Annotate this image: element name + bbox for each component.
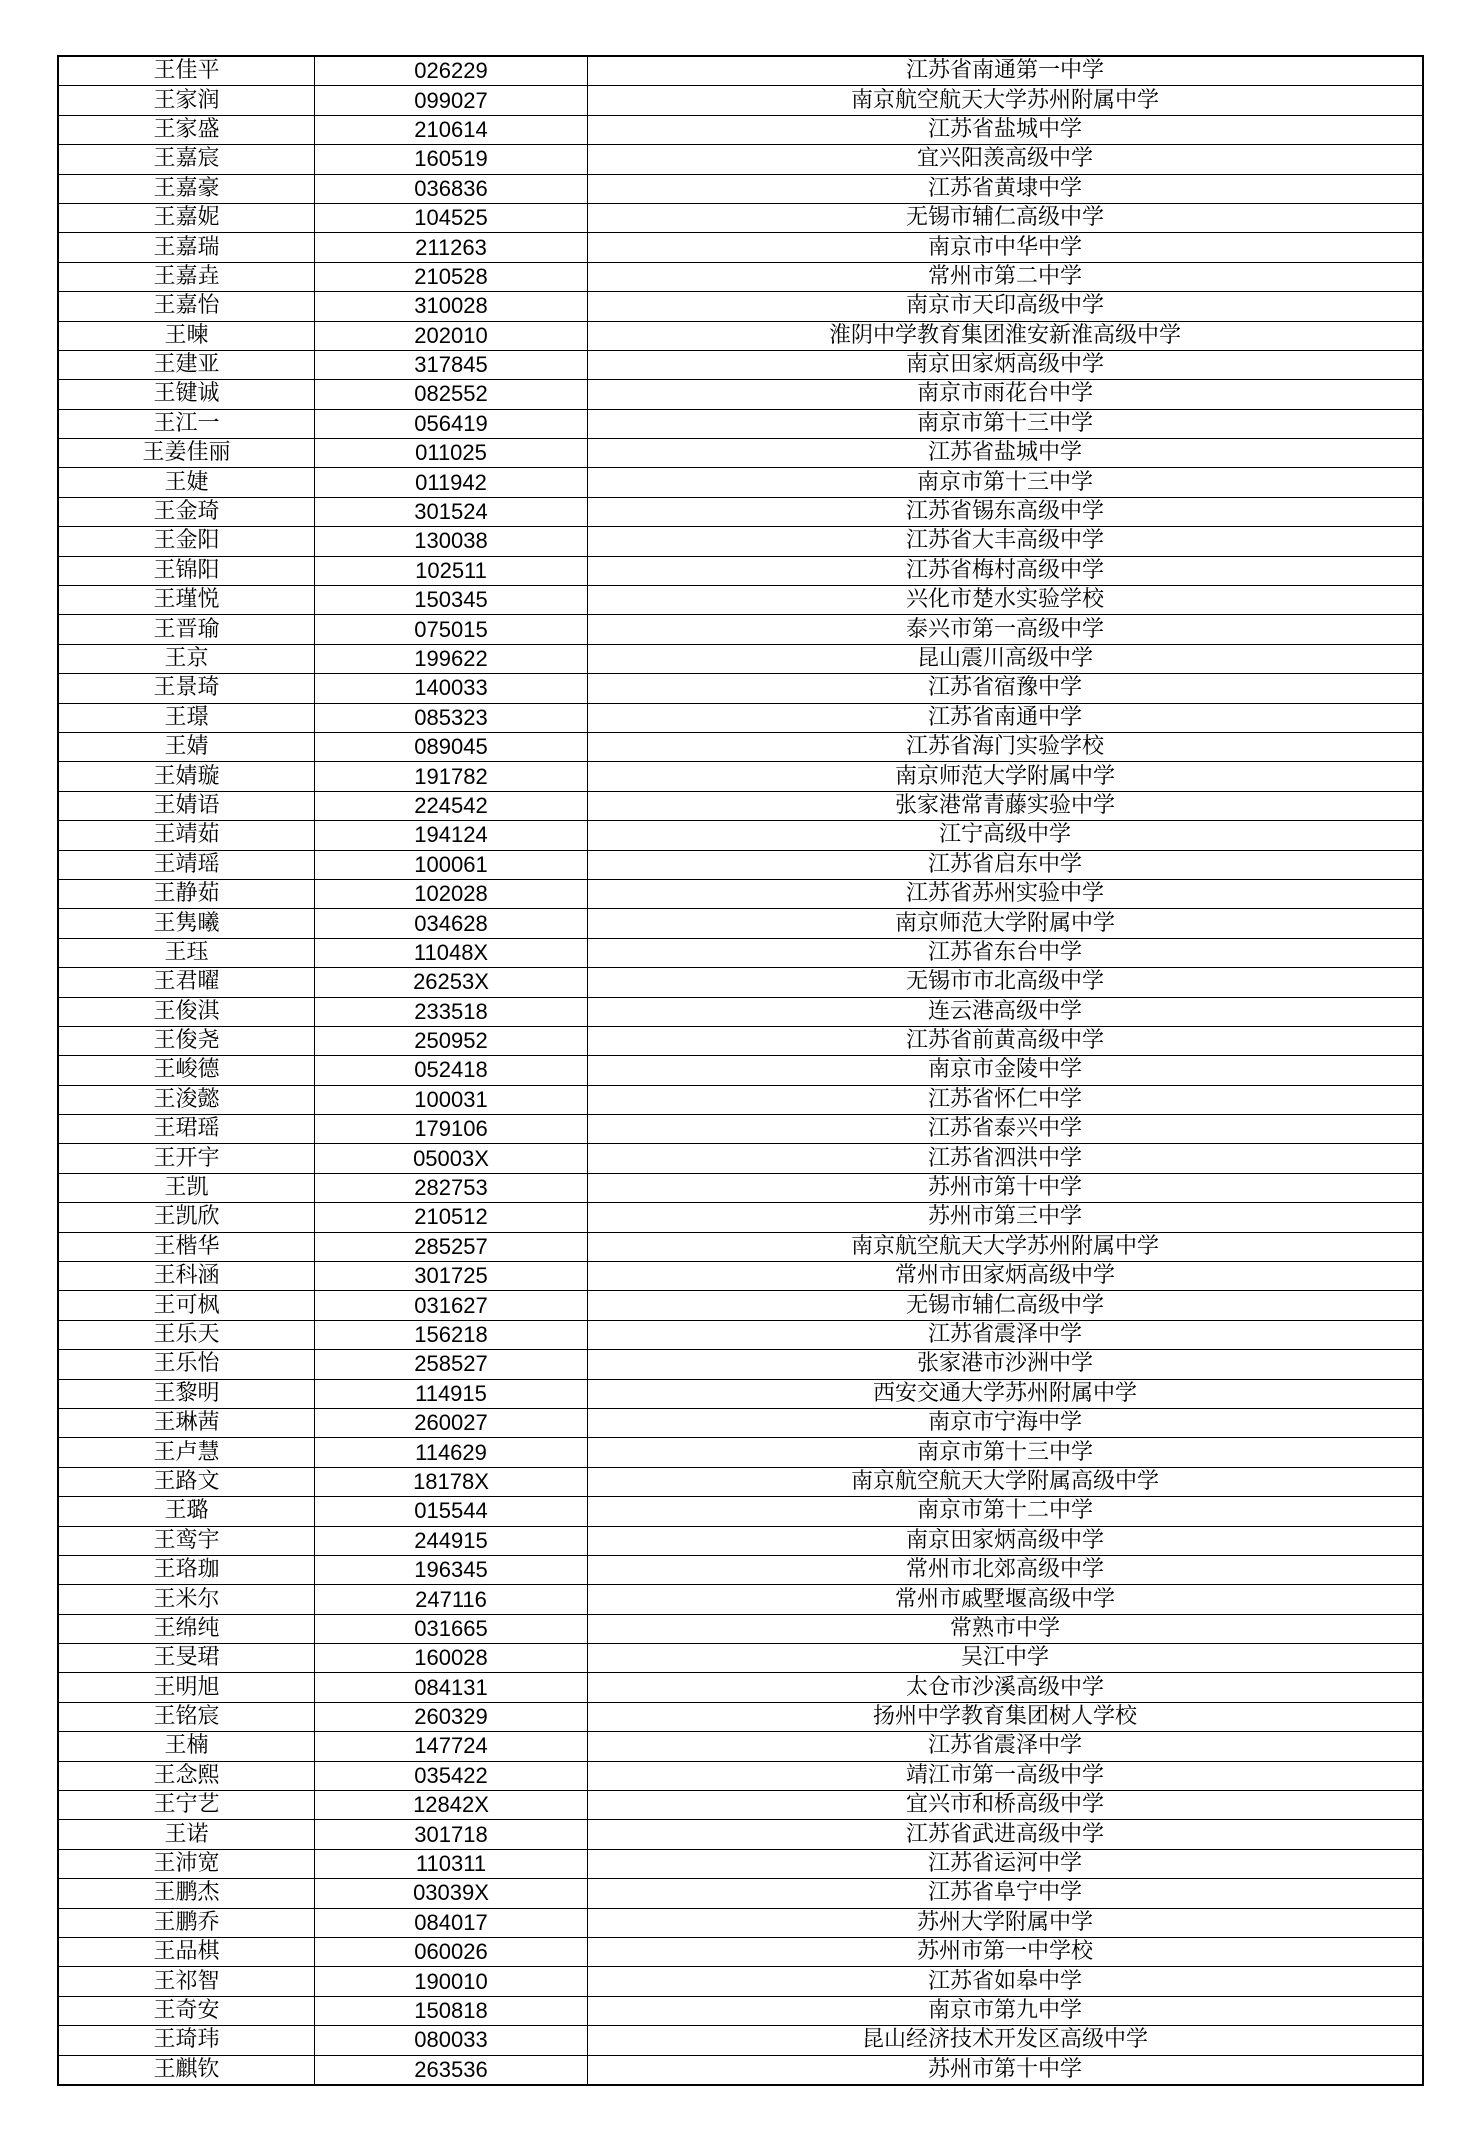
student-id-cell: 011942: [315, 468, 588, 497]
student-name-cell: 王嘉宸: [58, 145, 315, 174]
student-id-cell: 263536: [315, 2055, 588, 2085]
table-row: [58, 1791, 1423, 1820]
school-name-cell: 江苏省武进高级中学: [588, 1820, 1424, 1849]
school-name-cell: 南京市雨花台中学: [588, 380, 1424, 409]
school-name-cell: 江苏省宿豫中学: [588, 674, 1424, 703]
student-id-cell: 130038: [315, 527, 588, 556]
student-id-cell: 301524: [315, 497, 588, 526]
student-name-cell: 王峻德: [58, 1056, 315, 1085]
table-row: [58, 1232, 1423, 1261]
student-id-cell: 301725: [315, 1262, 588, 1291]
student-id-cell: 102511: [315, 556, 588, 585]
student-id-cell: 035422: [315, 1761, 588, 1790]
table-row: [58, 1408, 1423, 1437]
table-row: [58, 762, 1423, 791]
school-name-cell: 江苏省海门实验学校: [588, 732, 1424, 761]
student-id-cell: 285257: [315, 1232, 588, 1261]
student-table: [57, 55, 1424, 2086]
table-row: [58, 1467, 1423, 1496]
school-name-cell: 苏州市第三中学: [588, 1203, 1424, 1232]
student-name-cell: 王暕: [58, 321, 315, 350]
student-name-cell: 王嘉垚: [58, 262, 315, 291]
school-name-cell: 南京市宁海中学: [588, 1408, 1424, 1437]
student-id-cell: 084017: [315, 1908, 588, 1937]
student-id-cell: 260329: [315, 1702, 588, 1731]
student-id-cell: 258527: [315, 1350, 588, 1379]
student-name-cell: 王静茹: [58, 879, 315, 908]
table-row: [58, 1438, 1423, 1467]
student-id-cell: 147724: [315, 1732, 588, 1761]
student-id-cell: 084131: [315, 1673, 588, 1702]
table-row: [58, 997, 1423, 1026]
table-row: [58, 1026, 1423, 1055]
student-name-cell: 王开宇: [58, 1144, 315, 1173]
table-row: [58, 586, 1423, 615]
student-name-cell: 王嘉瑞: [58, 233, 315, 262]
table-row: [58, 497, 1423, 526]
student-id-cell: 100061: [315, 850, 588, 879]
school-name-cell: 苏州市第一中学校: [588, 1938, 1424, 1967]
school-name-cell: 南京航空航天大学附属高级中学: [588, 1467, 1424, 1496]
table-row: [58, 292, 1423, 321]
table-row: [58, 968, 1423, 997]
student-id-cell: 250952: [315, 1026, 588, 1055]
student-name-cell: 王婧语: [58, 791, 315, 820]
table-row: [58, 1379, 1423, 1408]
table-row: [58, 145, 1423, 174]
student-id-cell: 150818: [315, 1996, 588, 2025]
school-name-cell: 泰兴市第一高级中学: [588, 615, 1424, 644]
table-row: [58, 1056, 1423, 1085]
school-name-cell: 连云港高级中学: [588, 997, 1424, 1026]
student-name-cell: 王鸾宇: [58, 1526, 315, 1555]
student-name-cell: 王景琦: [58, 674, 315, 703]
student-id-cell: 089045: [315, 732, 588, 761]
student-id-cell: 015544: [315, 1497, 588, 1526]
student-id-cell: 05003X: [315, 1144, 588, 1173]
student-name-cell: 王锦阳: [58, 556, 315, 585]
table-row: [58, 1967, 1423, 1996]
student-name-cell: 王诺: [58, 1820, 315, 1849]
table-row: [58, 468, 1423, 497]
school-name-cell: 张家港市沙洲中学: [588, 1350, 1424, 1379]
student-id-cell: 196345: [315, 1555, 588, 1584]
student-name-cell: 王凯: [58, 1173, 315, 1202]
student-id-cell: 104525: [315, 203, 588, 232]
school-name-cell: 宜兴阳羡高级中学: [588, 145, 1424, 174]
student-name-cell: 王鹏乔: [58, 1908, 315, 1937]
school-name-cell: 南京田家炳高级中学: [588, 350, 1424, 379]
student-name-cell: 王婕: [58, 468, 315, 497]
school-name-cell: 江苏省盐城中学: [588, 439, 1424, 468]
student-id-cell: 026229: [315, 56, 588, 86]
student-id-cell: 210528: [315, 262, 588, 291]
school-name-cell: 南京航空航天大学苏州附属中学: [588, 86, 1424, 115]
school-name-cell: 江苏省震泽中学: [588, 1732, 1424, 1761]
table-row: [58, 1614, 1423, 1643]
student-id-cell: 036836: [315, 174, 588, 203]
school-name-cell: 江苏省启东中学: [588, 850, 1424, 879]
student-name-cell: 王婧: [58, 732, 315, 761]
school-name-cell: 南京市金陵中学: [588, 1056, 1424, 1085]
table-row: [58, 1262, 1423, 1291]
table-row: [58, 527, 1423, 556]
table-row: [58, 350, 1423, 379]
student-id-cell: 060026: [315, 1938, 588, 1967]
school-name-cell: 江苏省如皋中学: [588, 1967, 1424, 1996]
student-name-cell: 王家盛: [58, 115, 315, 144]
student-id-cell: 310028: [315, 292, 588, 321]
school-name-cell: 张家港常青藤实验中学: [588, 791, 1424, 820]
school-name-cell: 江苏省泗洪中学: [588, 1144, 1424, 1173]
student-id-cell: 282753: [315, 1173, 588, 1202]
student-name-cell: 王婧璇: [58, 762, 315, 791]
table-row: [58, 644, 1423, 673]
school-name-cell: 太仓市沙溪高级中学: [588, 1673, 1424, 1702]
school-name-cell: 江苏省泰兴中学: [588, 1115, 1424, 1144]
student-id-cell: 080033: [315, 2026, 588, 2055]
table-row: [58, 1291, 1423, 1320]
table-row: [58, 1585, 1423, 1614]
student-name-cell: 王麒钦: [58, 2055, 315, 2085]
school-name-cell: 常州市戚墅堰高级中学: [588, 1585, 1424, 1614]
school-name-cell: 西安交通大学苏州附属中学: [588, 1379, 1424, 1408]
student-name-cell: 王俊尧: [58, 1026, 315, 1055]
student-id-cell: 110311: [315, 1849, 588, 1878]
student-name-cell: 王米尔: [58, 1585, 315, 1614]
student-name-cell: 王京: [58, 644, 315, 673]
student-id-cell: 085323: [315, 703, 588, 732]
student-id-cell: 140033: [315, 674, 588, 703]
student-name-cell: 王璟: [58, 703, 315, 732]
student-name-cell: 王绵纯: [58, 1614, 315, 1643]
table-row: [58, 1350, 1423, 1379]
table-row: [58, 1115, 1423, 1144]
table-row: [58, 1203, 1423, 1232]
student-name-cell: 王嘉豪: [58, 174, 315, 203]
school-name-cell: 苏州大学附属中学: [588, 1908, 1424, 1937]
school-name-cell: 江宁高级中学: [588, 821, 1424, 850]
student-name-cell: 王珏: [58, 938, 315, 967]
student-name-cell: 王浚懿: [58, 1085, 315, 1114]
student-name-cell: 王卢慧: [58, 1438, 315, 1467]
student-id-cell: 156218: [315, 1320, 588, 1349]
student-name-cell: 王品棋: [58, 1938, 315, 1967]
school-name-cell: 江苏省盐城中学: [588, 115, 1424, 144]
student-name-cell: 王隽曦: [58, 909, 315, 938]
school-name-cell: 南京市天印高级中学: [588, 292, 1424, 321]
student-name-cell: 王铭宸: [58, 1702, 315, 1731]
table-row: [58, 791, 1423, 820]
student-name-cell: 王黎明: [58, 1379, 315, 1408]
table-row: [58, 115, 1423, 144]
school-name-cell: 常熟市中学: [588, 1614, 1424, 1643]
table-row: [58, 1702, 1423, 1731]
student-name-cell: 王嘉妮: [58, 203, 315, 232]
student-id-cell: 224542: [315, 791, 588, 820]
table-row: [58, 615, 1423, 644]
table-row: [58, 203, 1423, 232]
table-row: [58, 703, 1423, 732]
student-name-cell: 王旻珺: [58, 1644, 315, 1673]
student-name-cell: 王鹏杰: [58, 1879, 315, 1908]
table-row: [58, 1555, 1423, 1584]
student-name-cell: 王姜佳丽: [58, 439, 315, 468]
student-id-cell: 190010: [315, 1967, 588, 1996]
student-name-cell: 王靖茹: [58, 821, 315, 850]
student-name-cell: 王楷华: [58, 1232, 315, 1261]
table-row: [58, 850, 1423, 879]
student-name-cell: 王路文: [58, 1467, 315, 1496]
school-name-cell: 江苏省运河中学: [588, 1849, 1424, 1878]
student-id-cell: 199622: [315, 644, 588, 673]
table-row: [58, 2055, 1423, 2085]
table-row: [58, 938, 1423, 967]
table-row: [58, 262, 1423, 291]
student-name-cell: 王楠: [58, 1732, 315, 1761]
student-name-cell: 王可枫: [58, 1291, 315, 1320]
student-id-cell: 260027: [315, 1408, 588, 1437]
student-id-cell: 233518: [315, 997, 588, 1026]
school-name-cell: 江苏省苏州实验中学: [588, 879, 1424, 908]
school-name-cell: 南京市第十三中学: [588, 468, 1424, 497]
table-row: [58, 1173, 1423, 1202]
student-name-cell: 王琳茜: [58, 1408, 315, 1437]
table-row: [58, 879, 1423, 908]
school-name-cell: 江苏省怀仁中学: [588, 1085, 1424, 1114]
student-name-cell: 王俊淇: [58, 997, 315, 1026]
school-name-cell: 南京市第十三中学: [588, 1438, 1424, 1467]
student-name-cell: 王珺瑶: [58, 1115, 315, 1144]
school-name-cell: 常州市北郊高级中学: [588, 1555, 1424, 1584]
student-id-cell: 194124: [315, 821, 588, 850]
table-row: [58, 2026, 1423, 2055]
school-name-cell: 江苏省大丰高级中学: [588, 527, 1424, 556]
school-name-cell: 吴江中学: [588, 1644, 1424, 1673]
student-name-cell: 王琦玮: [58, 2026, 315, 2055]
table-row: [58, 233, 1423, 262]
student-name-cell: 王金阳: [58, 527, 315, 556]
student-id-cell: 317845: [315, 350, 588, 379]
student-name-cell: 王乐怡: [58, 1350, 315, 1379]
table-row: [58, 380, 1423, 409]
student-id-cell: 191782: [315, 762, 588, 791]
table-row: [58, 56, 1423, 86]
student-id-cell: 26253X: [315, 968, 588, 997]
table-row: [58, 1144, 1423, 1173]
student-name-cell: 王奇安: [58, 1996, 315, 2025]
school-name-cell: 南京师范大学附属中学: [588, 762, 1424, 791]
table-row: [58, 1996, 1423, 2025]
student-name-cell: 王嘉怡: [58, 292, 315, 321]
table-row: [58, 1938, 1423, 1967]
school-name-cell: 南京市第九中学: [588, 1996, 1424, 2025]
school-name-cell: 南京市第十二中学: [588, 1497, 1424, 1526]
school-name-cell: 江苏省南通第一中学: [588, 56, 1424, 86]
table-row: [58, 1761, 1423, 1790]
school-name-cell: 南京田家炳高级中学: [588, 1526, 1424, 1555]
table-row: [58, 1849, 1423, 1878]
table-row: [58, 1497, 1423, 1526]
school-name-cell: 昆山经济技术开发区高级中学: [588, 2026, 1424, 2055]
student-id-cell: 056419: [315, 409, 588, 438]
school-name-cell: 淮阴中学教育集团淮安新淮高级中学: [588, 321, 1424, 350]
student-id-cell: 12842X: [315, 1791, 588, 1820]
school-name-cell: 江苏省南通中学: [588, 703, 1424, 732]
student-name-cell: 王宁艺: [58, 1791, 315, 1820]
school-name-cell: 江苏省黄埭中学: [588, 174, 1424, 203]
school-name-cell: 苏州市第十中学: [588, 2055, 1424, 2085]
table-row: [58, 439, 1423, 468]
student-name-cell: 王建亚: [58, 350, 315, 379]
student-id-cell: 160519: [315, 145, 588, 174]
table-row: [58, 1908, 1423, 1937]
school-name-cell: 苏州市第十中学: [588, 1173, 1424, 1202]
student-id-cell: 211263: [315, 233, 588, 262]
school-name-cell: 南京市中华中学: [588, 233, 1424, 262]
student-id-cell: 247116: [315, 1585, 588, 1614]
student-id-cell: 075015: [315, 615, 588, 644]
student-id-cell: 301718: [315, 1820, 588, 1849]
school-name-cell: 宜兴市和桥高级中学: [588, 1791, 1424, 1820]
school-name-cell: 江苏省前黄高级中学: [588, 1026, 1424, 1055]
student-id-cell: 244915: [315, 1526, 588, 1555]
student-name-cell: 王键诚: [58, 380, 315, 409]
school-name-cell: 江苏省阜宁中学: [588, 1879, 1424, 1908]
student-name-cell: 王念熙: [58, 1761, 315, 1790]
student-id-cell: 18178X: [315, 1467, 588, 1496]
school-name-cell: 江苏省梅村高级中学: [588, 556, 1424, 585]
student-id-cell: 031665: [315, 1614, 588, 1643]
student-id-cell: 099027: [315, 86, 588, 115]
student-id-cell: 082552: [315, 380, 588, 409]
student-name-cell: 王晋瑜: [58, 615, 315, 644]
school-name-cell: 南京师范大学附属中学: [588, 909, 1424, 938]
student-name-cell: 王凯欣: [58, 1203, 315, 1232]
student-name-cell: 王瑾悦: [58, 586, 315, 615]
student-id-cell: 011025: [315, 439, 588, 468]
school-name-cell: 扬州中学教育集团树人学校: [588, 1702, 1424, 1731]
school-name-cell: 南京市第十三中学: [588, 409, 1424, 438]
school-name-cell: 靖江市第一高级中学: [588, 1761, 1424, 1790]
school-name-cell: 江苏省锡东高级中学: [588, 497, 1424, 526]
table-row: [58, 1085, 1423, 1114]
student-name-cell: 王珞珈: [58, 1555, 315, 1584]
school-name-cell: 南京航空航天大学苏州附属中学: [588, 1232, 1424, 1261]
table-row: [58, 1320, 1423, 1349]
student-id-cell: 034628: [315, 909, 588, 938]
student-id-cell: 052418: [315, 1056, 588, 1085]
table-row: [58, 821, 1423, 850]
student-name-cell: 王祁智: [58, 1967, 315, 1996]
table-row: [58, 86, 1423, 115]
student-name-cell: 王科涵: [58, 1262, 315, 1291]
student-name-cell: 王沛宽: [58, 1849, 315, 1878]
student-name-cell: 王家润: [58, 86, 315, 115]
student-id-cell: 202010: [315, 321, 588, 350]
table-row: [58, 1732, 1423, 1761]
student-id-cell: 11048X: [315, 938, 588, 967]
table-row: [58, 409, 1423, 438]
student-name-cell: 王佳平: [58, 56, 315, 86]
student-id-cell: 114629: [315, 1438, 588, 1467]
table-row: [58, 1526, 1423, 1555]
student-name-cell: 王金琦: [58, 497, 315, 526]
student-id-cell: 160028: [315, 1644, 588, 1673]
school-name-cell: 江苏省东台中学: [588, 938, 1424, 967]
school-name-cell: 兴化市楚水实验学校: [588, 586, 1424, 615]
student-id-cell: 102028: [315, 879, 588, 908]
table-body: [58, 56, 1423, 2085]
table-row: [58, 1644, 1423, 1673]
school-name-cell: 无锡市辅仁高级中学: [588, 203, 1424, 232]
student-id-cell: 114915: [315, 1379, 588, 1408]
student-id-cell: 150345: [315, 586, 588, 615]
student-id-cell: 031627: [315, 1291, 588, 1320]
table-row: [58, 674, 1423, 703]
student-id-cell: 210614: [315, 115, 588, 144]
student-id-cell: 210512: [315, 1203, 588, 1232]
table-row: [58, 1820, 1423, 1849]
school-name-cell: 江苏省震泽中学: [588, 1320, 1424, 1349]
student-id-cell: 100031: [315, 1085, 588, 1114]
table-row: [58, 1673, 1423, 1702]
table-row: [58, 732, 1423, 761]
school-name-cell: 常州市田家炳高级中学: [588, 1262, 1424, 1291]
student-id-cell: 03039X: [315, 1879, 588, 1908]
table-row: [58, 909, 1423, 938]
student-name-cell: 王乐天: [58, 1320, 315, 1349]
table-row: [58, 321, 1423, 350]
school-name-cell: 无锡市辅仁高级中学: [588, 1291, 1424, 1320]
student-name-cell: 王靖瑶: [58, 850, 315, 879]
table-row: [58, 556, 1423, 585]
school-name-cell: 无锡市市北高级中学: [588, 968, 1424, 997]
school-name-cell: 常州市第二中学: [588, 262, 1424, 291]
student-name-cell: 王江一: [58, 409, 315, 438]
table-row: [58, 174, 1423, 203]
student-name-cell: 王明旭: [58, 1673, 315, 1702]
school-name-cell: 昆山震川高级中学: [588, 644, 1424, 673]
table-row: [58, 1879, 1423, 1908]
student-id-cell: 179106: [315, 1115, 588, 1144]
student-name-cell: 王君曜: [58, 968, 315, 997]
student-name-cell: 王璐: [58, 1497, 315, 1526]
